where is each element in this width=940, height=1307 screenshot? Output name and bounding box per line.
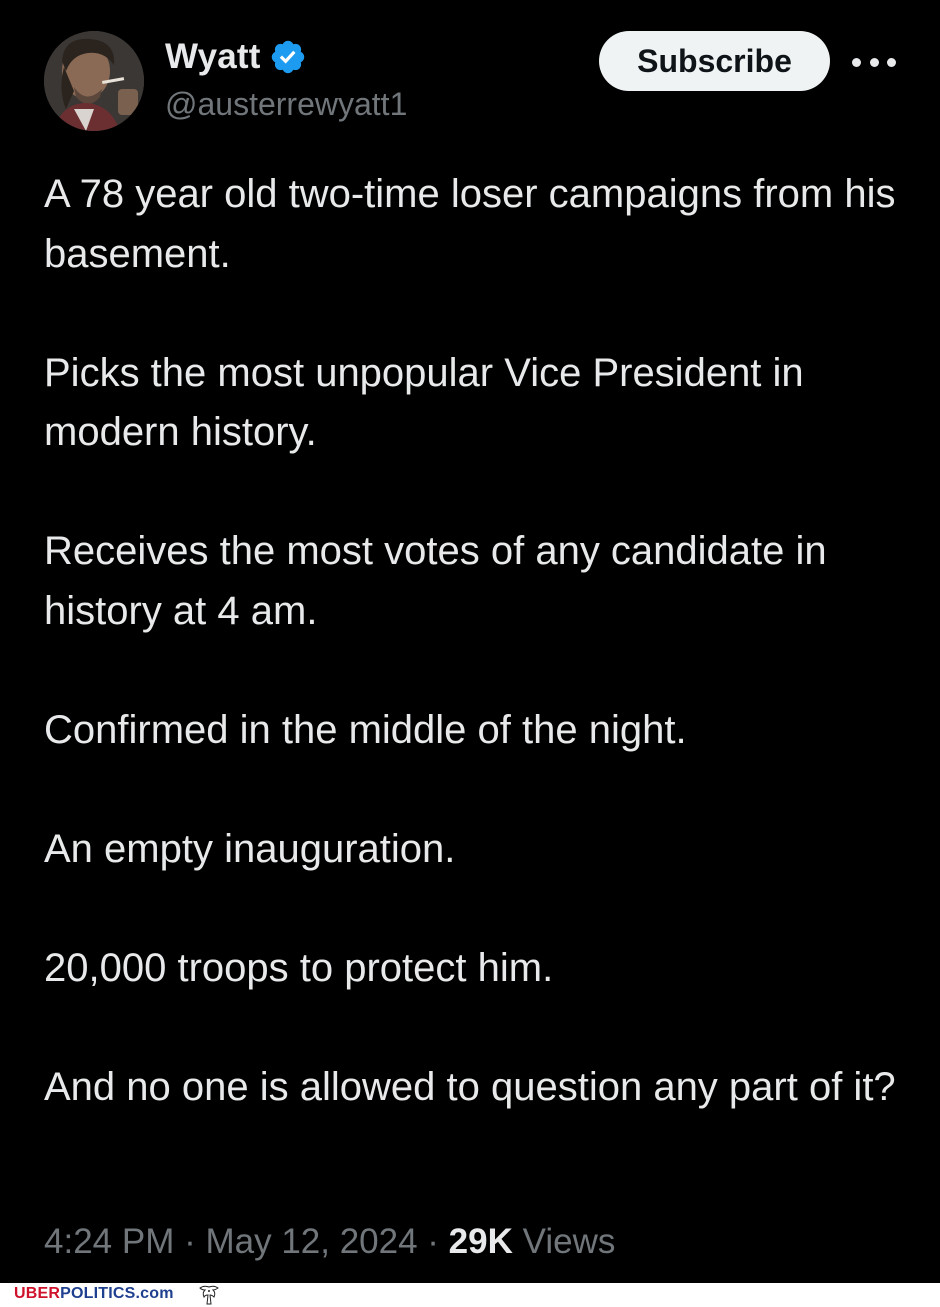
verified-badge-icon — [269, 38, 307, 76]
views-label: Views — [522, 1222, 616, 1261]
tweet-paragraph: Receives the most votes of any candidate in history at 4 am. — [44, 529, 827, 633]
author-display-name[interactable]: Wyatt — [165, 37, 261, 76]
more-dot — [852, 58, 861, 67]
tweet-date[interactable]: May 12, 2024 — [205, 1222, 418, 1261]
meta-separator: · — [417, 1222, 449, 1261]
tweet-paragraph: Picks the most unpopular Vice President in modern history. — [44, 350, 804, 454]
tweet-text — [44, 165, 914, 1117]
watermark-text — [14, 1285, 174, 1303]
watermark-bar — [0, 1283, 940, 1307]
author-handle[interactable]: @austerrewyatt1 — [165, 86, 408, 122]
watermark-part-politics: POLITICS — [60, 1285, 136, 1302]
more-dot — [887, 58, 896, 67]
more-horizontal-icon[interactable] — [852, 48, 896, 76]
author-name-row — [165, 34, 307, 80]
avatar[interactable] — [44, 31, 144, 131]
eagle-logo-icon — [196, 1284, 222, 1306]
meta-separator: · — [174, 1222, 206, 1261]
tweet-meta — [44, 1222, 615, 1262]
subscribe-button[interactable]: Subscribe — [599, 31, 830, 91]
tweet-paragraph: 20,000 troops to protect him. — [44, 945, 554, 990]
avatar-photo — [44, 31, 144, 131]
tweet-paragraph: An empty inauguration. — [44, 826, 456, 871]
tweet-paragraph: A 78 year old two-time loser campaigns from his basement. — [44, 172, 896, 276]
tweet-paragraph: And no one is allowed to question any part of it? — [44, 1064, 896, 1109]
more-dot — [870, 58, 879, 67]
tweet-paragraph: Confirmed in the middle of the night. — [44, 707, 687, 752]
views-count: 29K — [448, 1222, 513, 1261]
watermark-part-uber: UBER — [14, 1285, 61, 1302]
watermark-part-domain: .com — [135, 1285, 174, 1302]
tweet-time[interactable]: 4:24 PM — [44, 1222, 175, 1261]
